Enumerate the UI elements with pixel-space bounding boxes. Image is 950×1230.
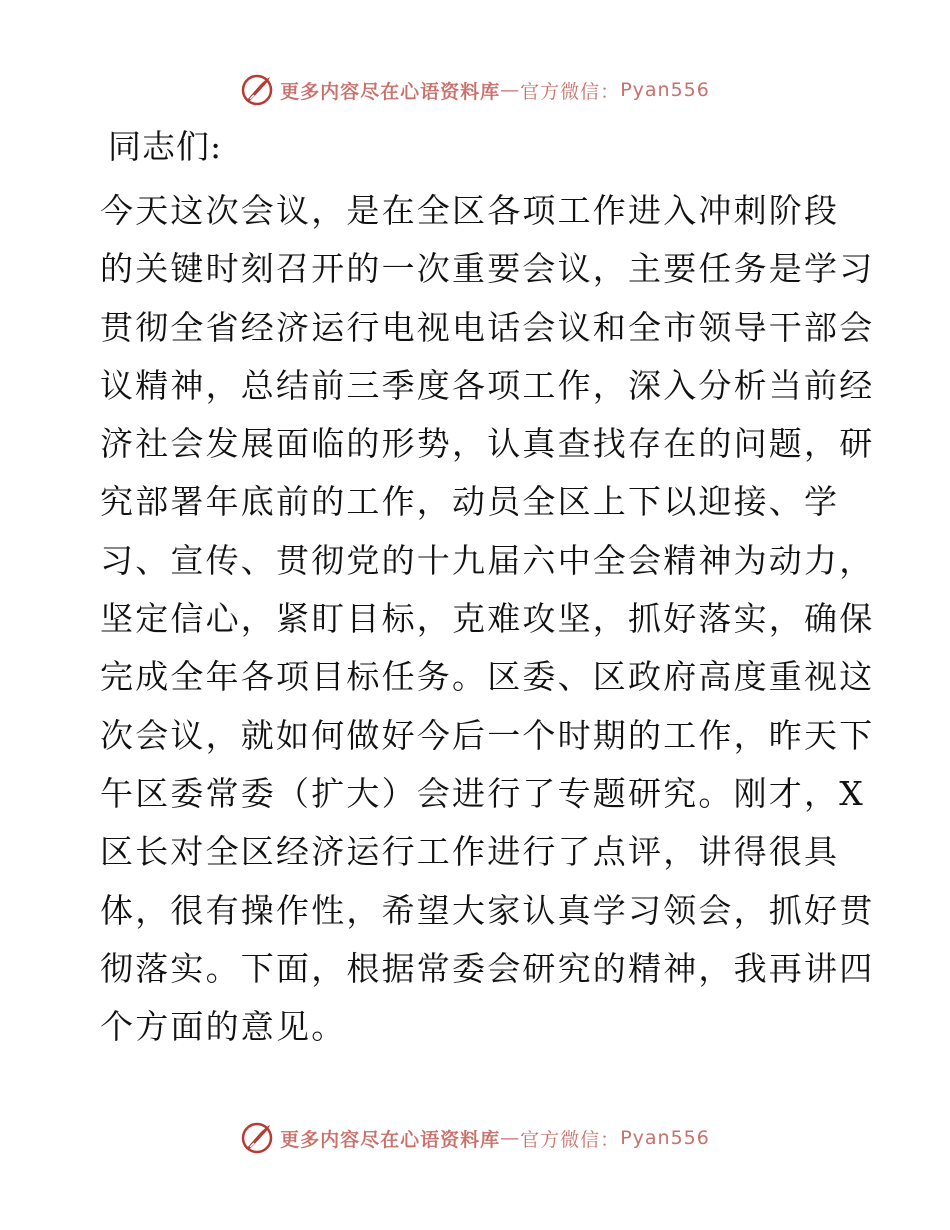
watermark-dash: — (500, 79, 521, 101)
watermark-wechat-id: Pyan556 (620, 1127, 710, 1149)
main-paragraph (100, 182, 875, 1056)
paragraph-line: 区长对全区经济运行工作进行了点评，讲得很具 (100, 832, 840, 872)
paragraph-line: 午区委常委（扩大）会进行了专题研究。刚才，X (100, 773, 865, 813)
paragraph-line: 坚定信心，紧盯目标，克难攻坚，抓好落实，确保 (100, 599, 875, 639)
watermark-wechat-id: Pyan556 (620, 79, 710, 101)
paragraph-line: 议精神，总结前三季度各项工作，深入分析当前经 (100, 365, 875, 405)
salutation: 同志们: (108, 127, 223, 166)
header-watermark (0, 70, 950, 110)
watermark-dash: — (500, 1127, 521, 1149)
watermark-official-label: 官方微信： (520, 80, 621, 103)
paragraph-line: 济社会发展面临的形势，认真查找存在的问题，研 (100, 424, 875, 464)
quill-pen-logo-icon (240, 73, 274, 107)
paragraph-line: 究部署年底前的工作，动员全区上下以迎接、学 (100, 482, 840, 522)
footer-watermark (0, 1118, 950, 1158)
paragraph-line: 今天这次会议，是在全区各项工作进入冲刺阶段 (100, 191, 840, 230)
watermark-brand-text: 更多内容尽在心语资料库 (280, 80, 501, 103)
paragraph-line: 习、宣传、贯彻党的十九届六中全会精神为动力， (100, 540, 875, 580)
paragraph-line: 彻落实。下面，根据常委会研究的精神，我再讲四 (100, 948, 875, 988)
paragraph-line: 次会议，就如何做好今后一个时期的工作，昨天下 (100, 715, 875, 755)
document-body (100, 118, 875, 1056)
paragraph-line: 个方面的意见。 (100, 1007, 347, 1047)
paragraph-line: 体，很有操作性，希望大家认真学习领会，抓好贯 (100, 890, 875, 930)
watermark-brand-text: 更多内容尽在心语资料库 (280, 1128, 501, 1151)
paragraph-line: 完成全年各项目标任务。区委、区政府高度重视这 (100, 657, 875, 697)
watermark-official-label: 官方微信： (520, 1128, 621, 1151)
paragraph-line: 的关键时刻召开的一次重要会议，主要任务是学习 (100, 249, 875, 289)
quill-pen-logo-icon (240, 1121, 274, 1155)
paragraph-line: 贯彻全省经济运行电视电话会议和全市领导干部会 (100, 307, 875, 347)
